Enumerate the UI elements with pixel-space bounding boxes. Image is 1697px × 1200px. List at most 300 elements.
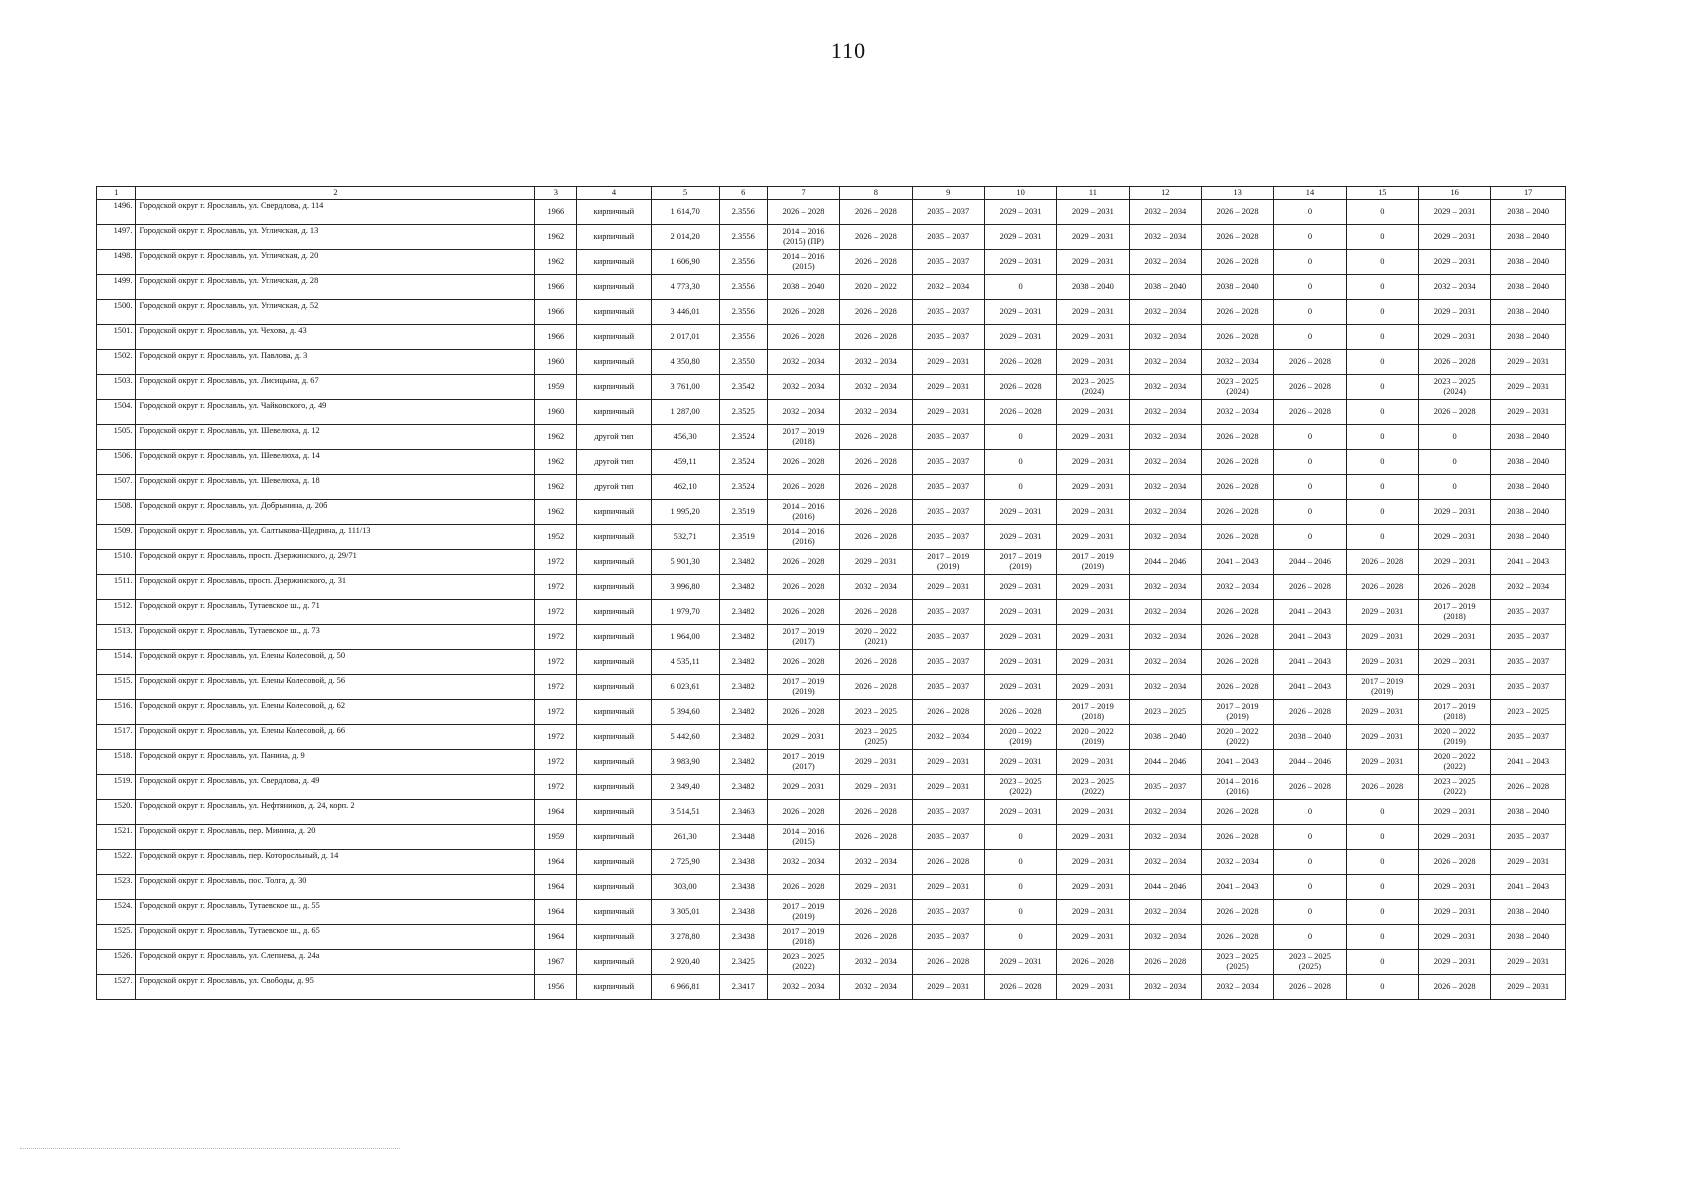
- cell-period-10: 0: [984, 875, 1056, 900]
- cell-address: Городской округ г. Ярославль, ул. Угличская, д. 28: [136, 275, 535, 300]
- cell-period-8: 2026 – 2028: [840, 450, 912, 475]
- cell-period-17: 2038 – 2040: [1491, 425, 1566, 450]
- table-row: [97, 625, 1566, 650]
- cell-period-12: 2032 – 2034: [1129, 625, 1201, 650]
- cell-period-15: 0: [1346, 900, 1418, 925]
- table-row: [97, 600, 1566, 625]
- cell-period-16: 2023 – 2025 (2022): [1418, 775, 1490, 800]
- cell-wall-material: кирпичный: [577, 250, 652, 275]
- cell-wall-material: кирпичный: [577, 300, 652, 325]
- cell-period-11: 2020 – 2022 (2019): [1057, 725, 1129, 750]
- cell-period-17: 2035 – 2037: [1491, 625, 1566, 650]
- cell-period-8: 2032 – 2034: [840, 850, 912, 875]
- table-header-row: [97, 187, 1566, 200]
- cell-period-10: 2029 – 2031: [984, 950, 1056, 975]
- cell-coefficient: 2.3482: [719, 550, 767, 575]
- cell-period-7: 2017 – 2019 (2019): [767, 675, 839, 700]
- cell-period-14: 0: [1274, 525, 1346, 550]
- cell-period-8: 2032 – 2034: [840, 575, 912, 600]
- cell-period-13: 2038 – 2040: [1201, 275, 1273, 300]
- cell-period-9: 2029 – 2031: [912, 400, 984, 425]
- cell-period-17: 2038 – 2040: [1491, 200, 1566, 225]
- cell-address: Городской округ г. Ярославль, ул. Павлова, д. 3: [136, 350, 535, 375]
- cell-period-13: 2026 – 2028: [1201, 250, 1273, 275]
- cell-year-built: 1972: [535, 675, 577, 700]
- cell-area: 1 287,00: [651, 400, 719, 425]
- cell-period-8: 2020 – 2022: [840, 275, 912, 300]
- cell-period-10: 0: [984, 925, 1056, 950]
- column-header-4: 4: [577, 187, 652, 200]
- column-header-13: 13: [1201, 187, 1273, 200]
- cell-address: Городской округ г. Ярославль, пер. Которосльный, д. 14: [136, 850, 535, 875]
- cell-period-7: 2017 – 2019 (2018): [767, 925, 839, 950]
- cell-coefficient: 2.3519: [719, 500, 767, 525]
- cell-coefficient: 2.3482: [719, 725, 767, 750]
- cell-period-11: 2029 – 2031: [1057, 300, 1129, 325]
- cell-row-number: 1496.: [97, 200, 136, 225]
- cell-period-15: 0: [1346, 325, 1418, 350]
- cell-period-7: 2026 – 2028: [767, 575, 839, 600]
- cell-period-12: 2032 – 2034: [1129, 675, 1201, 700]
- cell-period-16: 2029 – 2031: [1418, 875, 1490, 900]
- column-header-6: 6: [719, 187, 767, 200]
- cell-period-15: 0: [1346, 975, 1418, 1000]
- cell-coefficient: 2.3556: [719, 325, 767, 350]
- cell-period-13: 2026 – 2028: [1201, 925, 1273, 950]
- cell-period-16: 2017 – 2019 (2018): [1418, 700, 1490, 725]
- cell-row-number: 1526.: [97, 950, 136, 975]
- cell-period-9: 2035 – 2037: [912, 500, 984, 525]
- cell-period-16: 2029 – 2031: [1418, 250, 1490, 275]
- cell-period-13: 2032 – 2034: [1201, 850, 1273, 875]
- cell-period-12: 2032 – 2034: [1129, 425, 1201, 450]
- cell-period-13: 2026 – 2028: [1201, 600, 1273, 625]
- cell-period-10: 0: [984, 475, 1056, 500]
- cell-area: 6 966,81: [651, 975, 719, 1000]
- cell-wall-material: кирпичный: [577, 775, 652, 800]
- cell-address: Городской округ г. Ярославль, ул. Слепнева, д. 24а: [136, 950, 535, 975]
- cell-area: 2 349,40: [651, 775, 719, 800]
- table-row: [97, 525, 1566, 550]
- cell-wall-material: кирпичный: [577, 550, 652, 575]
- cell-period-15: 0: [1346, 525, 1418, 550]
- column-header-12: 12: [1129, 187, 1201, 200]
- cell-period-11: 2029 – 2031: [1057, 850, 1129, 875]
- cell-period-14: 0: [1274, 875, 1346, 900]
- cell-period-15: 2029 – 2031: [1346, 650, 1418, 675]
- cell-coefficient: 2.3519: [719, 525, 767, 550]
- cell-wall-material: кирпичный: [577, 650, 652, 675]
- cell-period-12: 2032 – 2034: [1129, 600, 1201, 625]
- cell-period-9: 2035 – 2037: [912, 675, 984, 700]
- cell-period-14: 0: [1274, 425, 1346, 450]
- cell-period-14: 0: [1274, 900, 1346, 925]
- cell-area: 1 606,90: [651, 250, 719, 275]
- cell-period-16: 2029 – 2031: [1418, 525, 1490, 550]
- cell-period-11: 2017 – 2019 (2018): [1057, 700, 1129, 725]
- cell-row-number: 1517.: [97, 725, 136, 750]
- cell-period-13: 2026 – 2028: [1201, 525, 1273, 550]
- cell-period-12: 2032 – 2034: [1129, 475, 1201, 500]
- cell-area: 1 979,70: [651, 600, 719, 625]
- cell-period-13: 2026 – 2028: [1201, 900, 1273, 925]
- cell-address: Городской округ г. Ярославль, ул. Чехова, д. 43: [136, 325, 535, 350]
- cell-address: Городской округ г. Ярославль, Тутаевское ш., д. 65: [136, 925, 535, 950]
- cell-area: 4 773,30: [651, 275, 719, 300]
- cell-period-11: 2029 – 2031: [1057, 575, 1129, 600]
- cell-period-8: 2029 – 2031: [840, 750, 912, 775]
- cell-period-15: 0: [1346, 950, 1418, 975]
- cell-period-14: 0: [1274, 500, 1346, 525]
- cell-address: Городской округ г. Ярославль, ул. Свердлова, д. 114: [136, 200, 535, 225]
- cell-period-17: 2035 – 2037: [1491, 675, 1566, 700]
- cell-year-built: 1964: [535, 900, 577, 925]
- cell-row-number: 1522.: [97, 850, 136, 875]
- cell-row-number: 1504.: [97, 400, 136, 425]
- cell-area: 2 725,90: [651, 850, 719, 875]
- cell-period-14: 2041 – 2043: [1274, 650, 1346, 675]
- cell-period-9: 2029 – 2031: [912, 775, 984, 800]
- cell-wall-material: кирпичный: [577, 500, 652, 525]
- cell-period-9: 2035 – 2037: [912, 925, 984, 950]
- cell-period-16: 0: [1418, 475, 1490, 500]
- cell-period-12: 2044 – 2046: [1129, 750, 1201, 775]
- cell-period-17: 2038 – 2040: [1491, 525, 1566, 550]
- cell-area: 4 350,80: [651, 350, 719, 375]
- cell-period-9: 2026 – 2028: [912, 700, 984, 725]
- cell-period-14: 0: [1274, 850, 1346, 875]
- cell-period-16: 0: [1418, 450, 1490, 475]
- cell-period-9: 2017 – 2019 (2019): [912, 550, 984, 575]
- cell-coefficient: 2.3482: [719, 675, 767, 700]
- cell-period-10: 2026 – 2028: [984, 350, 1056, 375]
- cell-row-number: 1515.: [97, 675, 136, 700]
- cell-address: Городской округ г. Ярославль, ул. Салтыкова-Щедрина, д. 111/13: [136, 525, 535, 550]
- cell-period-17: 2038 – 2040: [1491, 325, 1566, 350]
- cell-row-number: 1523.: [97, 875, 136, 900]
- cell-coefficient: 2.3438: [719, 900, 767, 925]
- cell-period-14: 0: [1274, 825, 1346, 850]
- cell-period-14: 2026 – 2028: [1274, 400, 1346, 425]
- cell-period-7: 2032 – 2034: [767, 350, 839, 375]
- cell-period-9: 2035 – 2037: [912, 450, 984, 475]
- cell-period-13: 2023 – 2025 (2024): [1201, 375, 1273, 400]
- cell-period-17: 2038 – 2040: [1491, 475, 1566, 500]
- cell-year-built: 1972: [535, 725, 577, 750]
- table-row: [97, 425, 1566, 450]
- cell-period-13: 2026 – 2028: [1201, 475, 1273, 500]
- cell-row-number: 1511.: [97, 575, 136, 600]
- cell-period-8: 2026 – 2028: [840, 900, 912, 925]
- table-row: [97, 825, 1566, 850]
- cell-period-11: 2029 – 2031: [1057, 625, 1129, 650]
- column-header-2: 2: [136, 187, 535, 200]
- cell-period-17: 2029 – 2031: [1491, 350, 1566, 375]
- column-header-9: 9: [912, 187, 984, 200]
- cell-period-14: 0: [1274, 275, 1346, 300]
- cell-period-13: 2026 – 2028: [1201, 500, 1273, 525]
- cell-year-built: 1960: [535, 400, 577, 425]
- table-row: [97, 650, 1566, 675]
- cell-period-9: 2035 – 2037: [912, 225, 984, 250]
- cell-wall-material: кирпичный: [577, 375, 652, 400]
- cell-period-11: 2029 – 2031: [1057, 800, 1129, 825]
- cell-period-12: 2038 – 2040: [1129, 275, 1201, 300]
- cell-period-9: 2029 – 2031: [912, 875, 984, 900]
- cell-wall-material: кирпичный: [577, 800, 652, 825]
- cell-row-number: 1501.: [97, 325, 136, 350]
- cell-address: Городской округ г. Ярославль, ул. Лисицына, д. 67: [136, 375, 535, 400]
- cell-period-8: 2023 – 2025 (2025): [840, 725, 912, 750]
- cell-period-15: 0: [1346, 825, 1418, 850]
- cell-period-8: 2032 – 2034: [840, 350, 912, 375]
- cell-period-7: 2026 – 2028: [767, 300, 839, 325]
- cell-address: Городской округ г. Ярославль, ул. Елены Колесовой, д. 50: [136, 650, 535, 675]
- cell-period-9: 2035 – 2037: [912, 475, 984, 500]
- cell-period-15: 0: [1346, 475, 1418, 500]
- table-row: [97, 775, 1566, 800]
- cell-period-17: 2023 – 2025: [1491, 700, 1566, 725]
- cell-period-10: 2020 – 2022 (2019): [984, 725, 1056, 750]
- cell-period-11: 2029 – 2031: [1057, 425, 1129, 450]
- cell-period-14: 2041 – 2043: [1274, 600, 1346, 625]
- cell-period-13: 2026 – 2028: [1201, 200, 1273, 225]
- cell-period-13: 2026 – 2028: [1201, 625, 1273, 650]
- cell-address: Городской округ г. Ярославль, ул. Угличская, д. 20: [136, 250, 535, 275]
- cell-period-11: 2029 – 2031: [1057, 525, 1129, 550]
- cell-period-7: 2029 – 2031: [767, 725, 839, 750]
- cell-wall-material: кирпичный: [577, 625, 652, 650]
- cell-period-16: 2029 – 2031: [1418, 225, 1490, 250]
- cell-period-10: 2029 – 2031: [984, 625, 1056, 650]
- cell-period-11: 2029 – 2031: [1057, 450, 1129, 475]
- cell-coefficient: 2.3482: [719, 625, 767, 650]
- cell-period-11: 2029 – 2031: [1057, 650, 1129, 675]
- cell-period-13: 2026 – 2028: [1201, 675, 1273, 700]
- cell-wall-material: кирпичный: [577, 575, 652, 600]
- cell-address: Городской округ г. Ярославль, ул. Нефтяников, д. 24, корп. 2: [136, 800, 535, 825]
- cell-period-9: 2029 – 2031: [912, 375, 984, 400]
- cell-period-7: 2026 – 2028: [767, 700, 839, 725]
- cell-period-17: 2038 – 2040: [1491, 925, 1566, 950]
- cell-row-number: 1503.: [97, 375, 136, 400]
- cell-row-number: 1505.: [97, 425, 136, 450]
- cell-wall-material: кирпичный: [577, 950, 652, 975]
- cell-area: 3 446,01: [651, 300, 719, 325]
- cell-period-17: 2035 – 2037: [1491, 825, 1566, 850]
- cell-period-16: 2026 – 2028: [1418, 350, 1490, 375]
- cell-period-11: 2023 – 2025 (2022): [1057, 775, 1129, 800]
- cell-period-15: 2029 – 2031: [1346, 600, 1418, 625]
- cell-area: 6 023,61: [651, 675, 719, 700]
- cell-period-10: 2029 – 2031: [984, 525, 1056, 550]
- cell-period-10: 2029 – 2031: [984, 250, 1056, 275]
- cell-wall-material: кирпичный: [577, 325, 652, 350]
- cell-period-13: 2032 – 2034: [1201, 400, 1273, 425]
- cell-period-11: 2029 – 2031: [1057, 225, 1129, 250]
- cell-area: 5 901,30: [651, 550, 719, 575]
- cell-period-15: 0: [1346, 450, 1418, 475]
- cell-period-12: 2032 – 2034: [1129, 225, 1201, 250]
- cell-row-number: 1508.: [97, 500, 136, 525]
- cell-address: Городской округ г. Ярославль, Тутаевское ш., д. 73: [136, 625, 535, 650]
- cell-period-17: 2035 – 2037: [1491, 725, 1566, 750]
- cell-period-8: 2020 – 2022 (2021): [840, 625, 912, 650]
- cell-period-13: 2026 – 2028: [1201, 300, 1273, 325]
- cell-period-12: 2032 – 2034: [1129, 200, 1201, 225]
- cell-year-built: 1962: [535, 475, 577, 500]
- cell-period-15: 0: [1346, 850, 1418, 875]
- cell-coefficient: 2.3524: [719, 425, 767, 450]
- cell-year-built: 1972: [535, 750, 577, 775]
- cell-period-15: 2029 – 2031: [1346, 625, 1418, 650]
- cell-year-built: 1964: [535, 850, 577, 875]
- cell-period-12: 2023 – 2025: [1129, 700, 1201, 725]
- cell-period-11: 2017 – 2019 (2019): [1057, 550, 1129, 575]
- cell-period-10: 0: [984, 850, 1056, 875]
- table-row: [97, 675, 1566, 700]
- table-row: [97, 750, 1566, 775]
- cell-period-10: 2029 – 2031: [984, 300, 1056, 325]
- cell-coefficient: 2.3438: [719, 925, 767, 950]
- cell-period-7: 2017 – 2019 (2018): [767, 425, 839, 450]
- cell-period-13: 2041 – 2043: [1201, 750, 1273, 775]
- cell-period-16: 2029 – 2031: [1418, 300, 1490, 325]
- cell-period-13: 2032 – 2034: [1201, 575, 1273, 600]
- cell-period-8: 2023 – 2025: [840, 700, 912, 725]
- cell-row-number: 1510.: [97, 550, 136, 575]
- cell-period-14: 0: [1274, 800, 1346, 825]
- cell-period-7: 2023 – 2025 (2022): [767, 950, 839, 975]
- column-header-16: 16: [1418, 187, 1490, 200]
- cell-wall-material: кирпичный: [577, 675, 652, 700]
- cell-row-number: 1507.: [97, 475, 136, 500]
- cell-period-10: 2029 – 2031: [984, 675, 1056, 700]
- column-header-8: 8: [840, 187, 912, 200]
- cell-row-number: 1512.: [97, 600, 136, 625]
- column-header-15: 15: [1346, 187, 1418, 200]
- cell-address: Городской округ г. Ярославль, ул. Елены Колесовой, д. 56: [136, 675, 535, 700]
- cell-period-16: 2026 – 2028: [1418, 975, 1490, 1000]
- cell-period-16: 2032 – 2034: [1418, 275, 1490, 300]
- cell-period-13: 2026 – 2028: [1201, 800, 1273, 825]
- cell-period-14: 2026 – 2028: [1274, 975, 1346, 1000]
- cell-period-17: 2041 – 2043: [1491, 550, 1566, 575]
- cell-period-15: 0: [1346, 875, 1418, 900]
- cell-address: Городской округ г. Ярославль, Тутаевское ш., д. 55: [136, 900, 535, 925]
- cell-period-17: 2038 – 2040: [1491, 900, 1566, 925]
- cell-coefficient: 2.3482: [719, 750, 767, 775]
- cell-period-7: 2032 – 2034: [767, 400, 839, 425]
- cell-row-number: 1519.: [97, 775, 136, 800]
- cell-period-17: 2029 – 2031: [1491, 375, 1566, 400]
- table-row: [97, 875, 1566, 900]
- cell-period-13: 2032 – 2034: [1201, 975, 1273, 1000]
- cell-period-17: 2038 – 2040: [1491, 250, 1566, 275]
- cell-year-built: 1967: [535, 950, 577, 975]
- cell-row-number: 1518.: [97, 750, 136, 775]
- cell-coefficient: 2.3425: [719, 950, 767, 975]
- cell-period-15: 0: [1346, 350, 1418, 375]
- cell-period-8: 2026 – 2028: [840, 500, 912, 525]
- cell-period-12: 2032 – 2034: [1129, 825, 1201, 850]
- cell-period-11: 2029 – 2031: [1057, 600, 1129, 625]
- cell-area: 3 278,80: [651, 925, 719, 950]
- cell-period-8: 2026 – 2028: [840, 525, 912, 550]
- cell-row-number: 1521.: [97, 825, 136, 850]
- cell-wall-material: кирпичный: [577, 200, 652, 225]
- cell-period-7: 2026 – 2028: [767, 475, 839, 500]
- cell-period-7: 2026 – 2028: [767, 550, 839, 575]
- cell-period-10: 2029 – 2031: [984, 200, 1056, 225]
- cell-period-16: 2023 – 2025 (2024): [1418, 375, 1490, 400]
- cell-year-built: 1964: [535, 925, 577, 950]
- cell-period-8: 2026 – 2028: [840, 600, 912, 625]
- cell-area: 5 394,60: [651, 700, 719, 725]
- cell-period-7: 2017 – 2019 (2017): [767, 750, 839, 775]
- cell-period-13: 2026 – 2028: [1201, 425, 1273, 450]
- cell-address: Городской округ г. Ярославль, просп. Дзержинского, д. 31: [136, 575, 535, 600]
- cell-period-11: 2029 – 2031: [1057, 925, 1129, 950]
- table-row: [97, 975, 1566, 1000]
- scan-artifact-line: [20, 1148, 400, 1150]
- cell-period-14: 0: [1274, 475, 1346, 500]
- cell-wall-material: кирпичный: [577, 975, 652, 1000]
- cell-period-16: 2029 – 2031: [1418, 900, 1490, 925]
- cell-area: 1 995,20: [651, 500, 719, 525]
- cell-period-15: 2029 – 2031: [1346, 725, 1418, 750]
- cell-wall-material: кирпичный: [577, 750, 652, 775]
- cell-period-9: 2035 – 2037: [912, 300, 984, 325]
- cell-area: 456,30: [651, 425, 719, 450]
- cell-period-14: 2026 – 2028: [1274, 375, 1346, 400]
- cell-period-11: 2029 – 2031: [1057, 400, 1129, 425]
- cell-period-12: 2044 – 2046: [1129, 550, 1201, 575]
- table-row: [97, 325, 1566, 350]
- cell-area: 3 761,00: [651, 375, 719, 400]
- cell-period-12: 2032 – 2034: [1129, 575, 1201, 600]
- cell-period-8: 2026 – 2028: [840, 250, 912, 275]
- cell-period-11: 2029 – 2031: [1057, 325, 1129, 350]
- cell-period-7: 2014 – 2016 (2015) (ПР): [767, 225, 839, 250]
- cell-period-8: 2026 – 2028: [840, 925, 912, 950]
- cell-wall-material: кирпичный: [577, 275, 652, 300]
- cell-coefficient: 2.3524: [719, 450, 767, 475]
- cell-period-12: 2044 – 2046: [1129, 875, 1201, 900]
- cell-area: 3 983,90: [651, 750, 719, 775]
- cell-period-9: 2035 – 2037: [912, 325, 984, 350]
- cell-period-9: 2035 – 2037: [912, 900, 984, 925]
- cell-period-12: 2032 – 2034: [1129, 925, 1201, 950]
- cell-period-15: 0: [1346, 300, 1418, 325]
- cell-area: 3 305,01: [651, 900, 719, 925]
- cell-period-14: 2026 – 2028: [1274, 350, 1346, 375]
- cell-period-10: 2017 – 2019 (2019): [984, 550, 1056, 575]
- cell-coefficient: 2.3556: [719, 300, 767, 325]
- table-row: [97, 400, 1566, 425]
- cell-period-11: 2029 – 2031: [1057, 875, 1129, 900]
- cell-period-14: 0: [1274, 450, 1346, 475]
- cell-coefficient: 2.3482: [719, 700, 767, 725]
- cell-coefficient: 2.3438: [719, 850, 767, 875]
- column-header-1: 1: [97, 187, 136, 200]
- cell-period-11: 2029 – 2031: [1057, 500, 1129, 525]
- cell-period-15: 0: [1346, 375, 1418, 400]
- cell-period-7: 2017 – 2019 (2017): [767, 625, 839, 650]
- cell-period-9: 2029 – 2031: [912, 750, 984, 775]
- column-header-14: 14: [1274, 187, 1346, 200]
- cell-period-17: 2038 – 2040: [1491, 225, 1566, 250]
